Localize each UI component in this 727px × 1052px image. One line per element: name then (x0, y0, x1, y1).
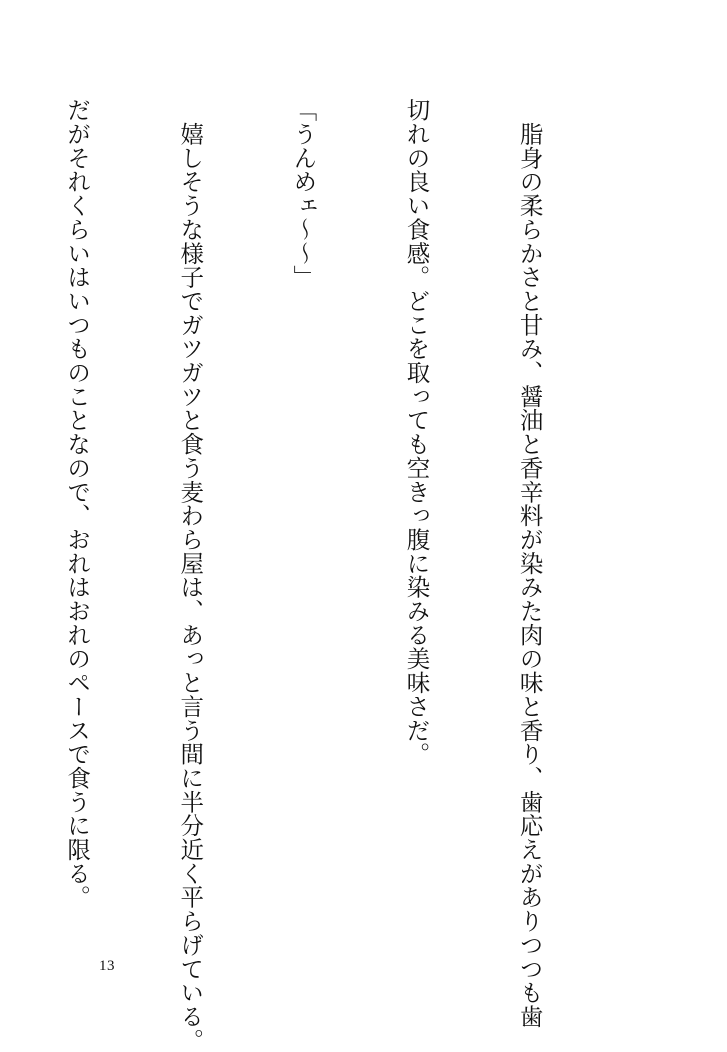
text-line: 切れの良い食感。どこを取っても空きっ腹に染みる美味さだ。 (402, 98, 431, 766)
text-line: 嬉しそうな様子でガツガツと食う麦わら屋は、あっと言う間に半分近く平らげている。 (176, 98, 205, 1052)
text-line: 脂身の柔らかさと甘み、醤油と香辛料が染みた肉の味と香り、歯応えがありつつも歯 (515, 98, 544, 1029)
text-line: だがそれくらいはいつものことなので、おれはおれのペースで食うに限る。 (63, 98, 92, 909)
page-number: 13 (99, 958, 115, 974)
text-line: 「うんめェ～～」 (289, 98, 318, 289)
